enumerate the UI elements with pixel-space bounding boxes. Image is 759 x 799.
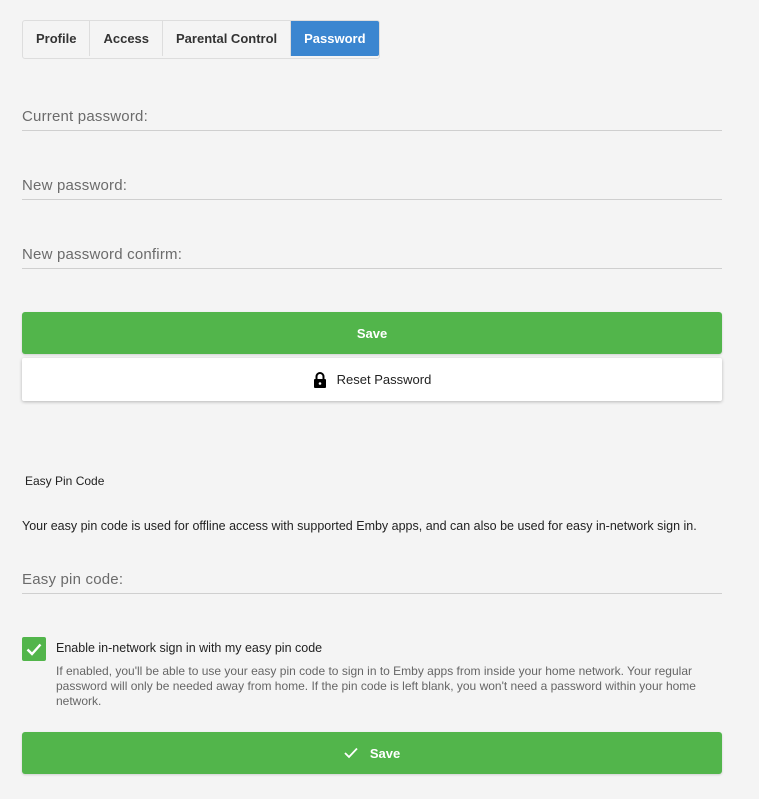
current-password-label: Current password: <box>22 108 148 125</box>
confirm-password-input[interactable] <box>22 238 722 268</box>
save-password-button[interactable] <box>22 312 722 354</box>
reset-password-label: Reset Password <box>336 372 432 387</box>
in-network-signin-help: If enabled, you'll be able to use your easy pin code to sign in to Emby apps from inside your home network. Your regular password will only be needed away from home. If the pin code is left blank, you won't need a password within your home network. <box>56 664 696 708</box>
save-password-label: Save <box>356 325 388 341</box>
tab-parental-control[interactable]: Parental Control <box>163 21 291 56</box>
new-password-input[interactable] <box>22 169 722 199</box>
lock-icon <box>313 372 327 388</box>
check-icon <box>344 747 358 759</box>
reset-password-button[interactable] <box>22 358 722 401</box>
confirm-password-label: New password confirm: <box>22 246 183 263</box>
confirm-password-field[interactable] <box>22 238 722 269</box>
in-network-signin-label[interactable]: Enable in-network sign in with my easy pin code <box>56 641 323 655</box>
user-settings-tabs <box>22 20 380 59</box>
new-password-field[interactable] <box>22 169 722 200</box>
in-network-signin-checkbox[interactable] <box>22 637 46 661</box>
easy-pin-description: Your easy pin code is used for offline access with supported Emby apps, and can also be used for easy in-network sign in. <box>22 519 697 533</box>
tab-profile[interactable]: Profile <box>23 21 90 56</box>
save-pin-button[interactable] <box>22 732 722 774</box>
tab-password[interactable]: Password <box>291 21 378 56</box>
tab-access[interactable]: Access <box>90 21 163 56</box>
current-password-input[interactable] <box>22 100 722 130</box>
easy-pin-label: Easy pin code: <box>22 571 124 588</box>
new-password-label: New password: <box>22 177 128 194</box>
checkmark-icon <box>26 643 42 656</box>
current-password-field[interactable] <box>22 100 722 131</box>
save-pin-label: Save <box>369 745 401 761</box>
easy-pin-input[interactable] <box>22 563 722 593</box>
easy-pin-title: Easy Pin Code <box>25 474 105 488</box>
easy-pin-field[interactable] <box>22 563 722 594</box>
